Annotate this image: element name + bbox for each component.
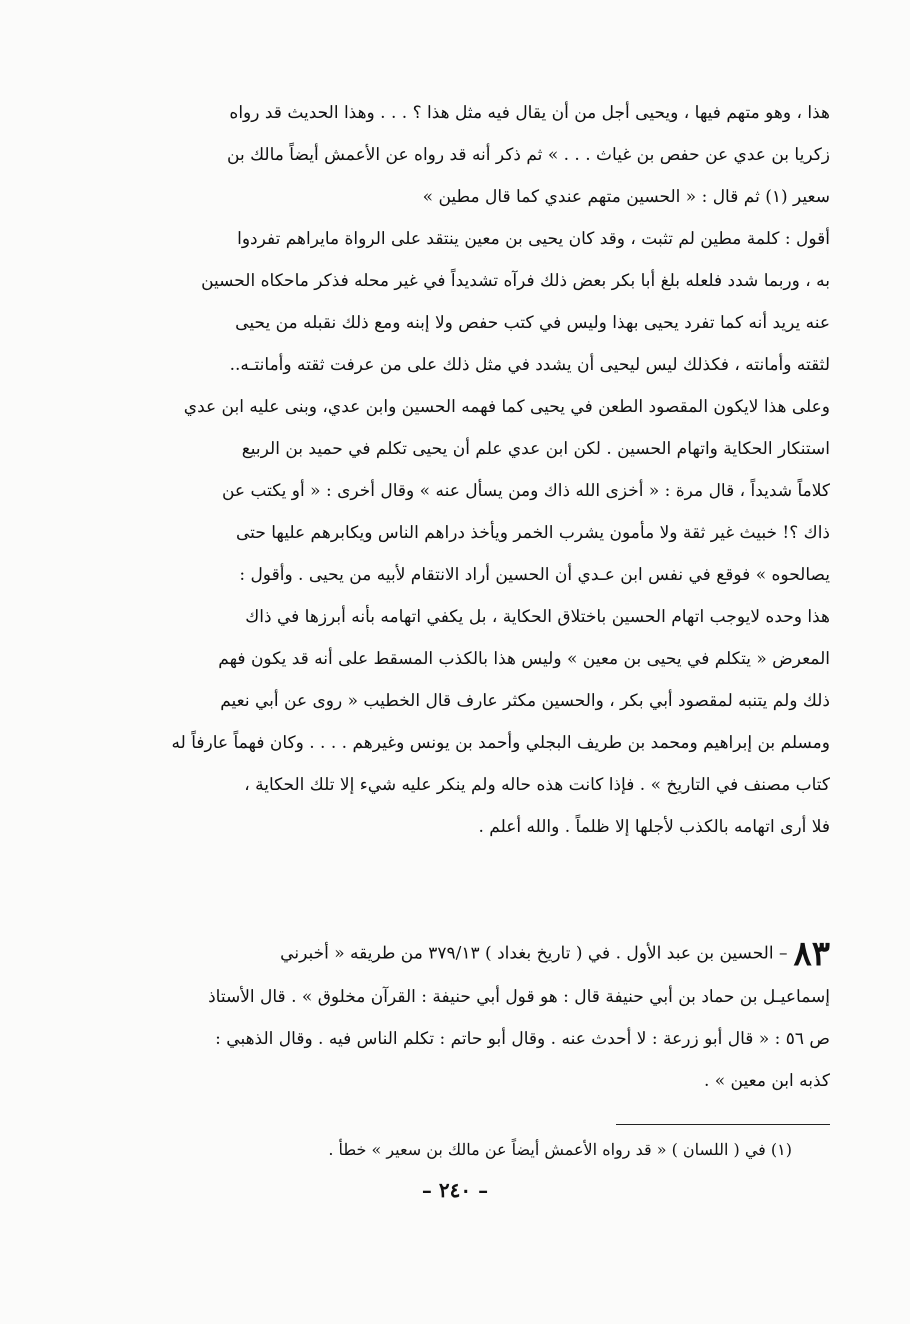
text-line: كذبه ابن معين » . bbox=[703, 1071, 830, 1091]
text-line: هذا ، وهو متهم فيها ، ويحيى أجل من أن يقال فيه مثل هذا ؟ . . . وهذا الحديث قد رواه bbox=[229, 103, 830, 123]
text-line: فلا أرى اتهامه بالكذب لأجلها إلا ظلماً . والله أعلم . bbox=[478, 817, 830, 837]
text-line: ذلك ولم يتنبه لمقصود أبي بكر ، والحسين مكثر عارف قال الخطيب « روى عن أبي نعيم bbox=[220, 691, 830, 711]
text-line: وعلى هذا لايكون المقصود الطعن في يحيى كما فهمه الحسين وابن عدي، وبنى عليه ابن عدي bbox=[183, 397, 830, 417]
text-line: سعير (١) ثم قال : « الحسين متهم عندي كما قال مطين » bbox=[422, 187, 830, 207]
footnote: (١) في ( اللسان ) « قد رواه الأعمش أيضاً عن مالك بن سعير » خطأ . bbox=[328, 1140, 792, 1159]
text-line: المعرض « يتكلم في يحيى بن معين » وليس هذا بالكذب المسقط على أنه قد يكون فهم bbox=[218, 649, 830, 669]
text-line: ذاك ؟! خبيث غير ثقة ولا مأمون يشرب الخمر ويأخذ دراهم الناس ويكابرهم عليها حتى bbox=[236, 523, 830, 543]
text-line: إسماعيـل بن حماد بن أبي حنيفة قال : هو قول أبي حنيفة : القرآن مخلوق » . قال الأستاذ bbox=[208, 987, 830, 1007]
text-line: كتاب مصنف في التاريخ » . فإذا كانت هذه حاله ولم ينكر عليه شيء إلا تلك الحكاية ، bbox=[244, 775, 830, 795]
entry-lead-text: – الحسين بن عبد الأول . في ( تاريخ بغداد ) ٣٧٩/١٣ من طريقه « أخبرني bbox=[280, 943, 788, 964]
entry-83 bbox=[92, 930, 830, 1102]
text-line: عنه يريد أنه كما تفرد يحيى بهذا وليس في كتب حفص ولا إبنه ومع ذلك نقبله من يحيى bbox=[235, 313, 830, 333]
text-line: كلاماً شديداً ، قال مرة : « أخزى الله ذاك ومن يسأل عنه » وقال أخرى : « أو يكتب عن bbox=[221, 481, 830, 501]
text-line: يصالحوه » فوقع في نفس ابن عـدي أن الحسين أراد الانتقام لأبيه من يحيى . وأقول : bbox=[239, 565, 830, 585]
text-line: استنكار الحكاية واتهام الحسين . لكن ابن عدي علم أن يحيى تكلم في حميد بن الربيع bbox=[241, 439, 830, 459]
entry-number: ٨٣ bbox=[793, 933, 830, 974]
text-line: زكريا بن عدي عن حفص بن غياث . . . » ثم ذكر أنه قد رواه عن الأعمش أيضاً مالك بن bbox=[227, 145, 830, 165]
text-line: به ، وربما شدد فلعله بلغ أبا بكر بعض ذلك فرآه تشديداً في غير محله فذكر ماحكاه الحسين bbox=[201, 271, 830, 291]
page-number: – ٢٤٠ – bbox=[421, 1178, 489, 1202]
text-line: هذا وحده لايوجب اتهام الحسين باختلاق الحكاية ، بل يكفي اتهامه بأنه أبرزها في ذاك bbox=[245, 607, 830, 627]
text-line: لثقته وأمانته ، فكذلك ليس ليحيى أن يشدد في مثل ذلك على من عرفت ثقته وأمانتـه.. bbox=[229, 355, 830, 375]
text-line: ص ٥٦ : « قال أبو زرعة : لا أحدث عنه . وقال أبو حاتم : تكلم الناس فيه . وقال الذهبي : bbox=[215, 1029, 830, 1049]
text-line: أقول : كلمة مطين لم تثبت ، وقد كان يحيى بن معين ينتقد على الرواة مايراهم تفردوا bbox=[237, 229, 830, 249]
main-text bbox=[92, 92, 830, 848]
text-line: ومسلم بن إبراهيم ومحمد بن طريف البجلي وأحمد بن يونس وغيرهم . . . . وكان فهماً عارفاً له bbox=[171, 733, 830, 753]
footnote-divider bbox=[616, 1124, 830, 1125]
entry-heading-line bbox=[92, 930, 830, 976]
